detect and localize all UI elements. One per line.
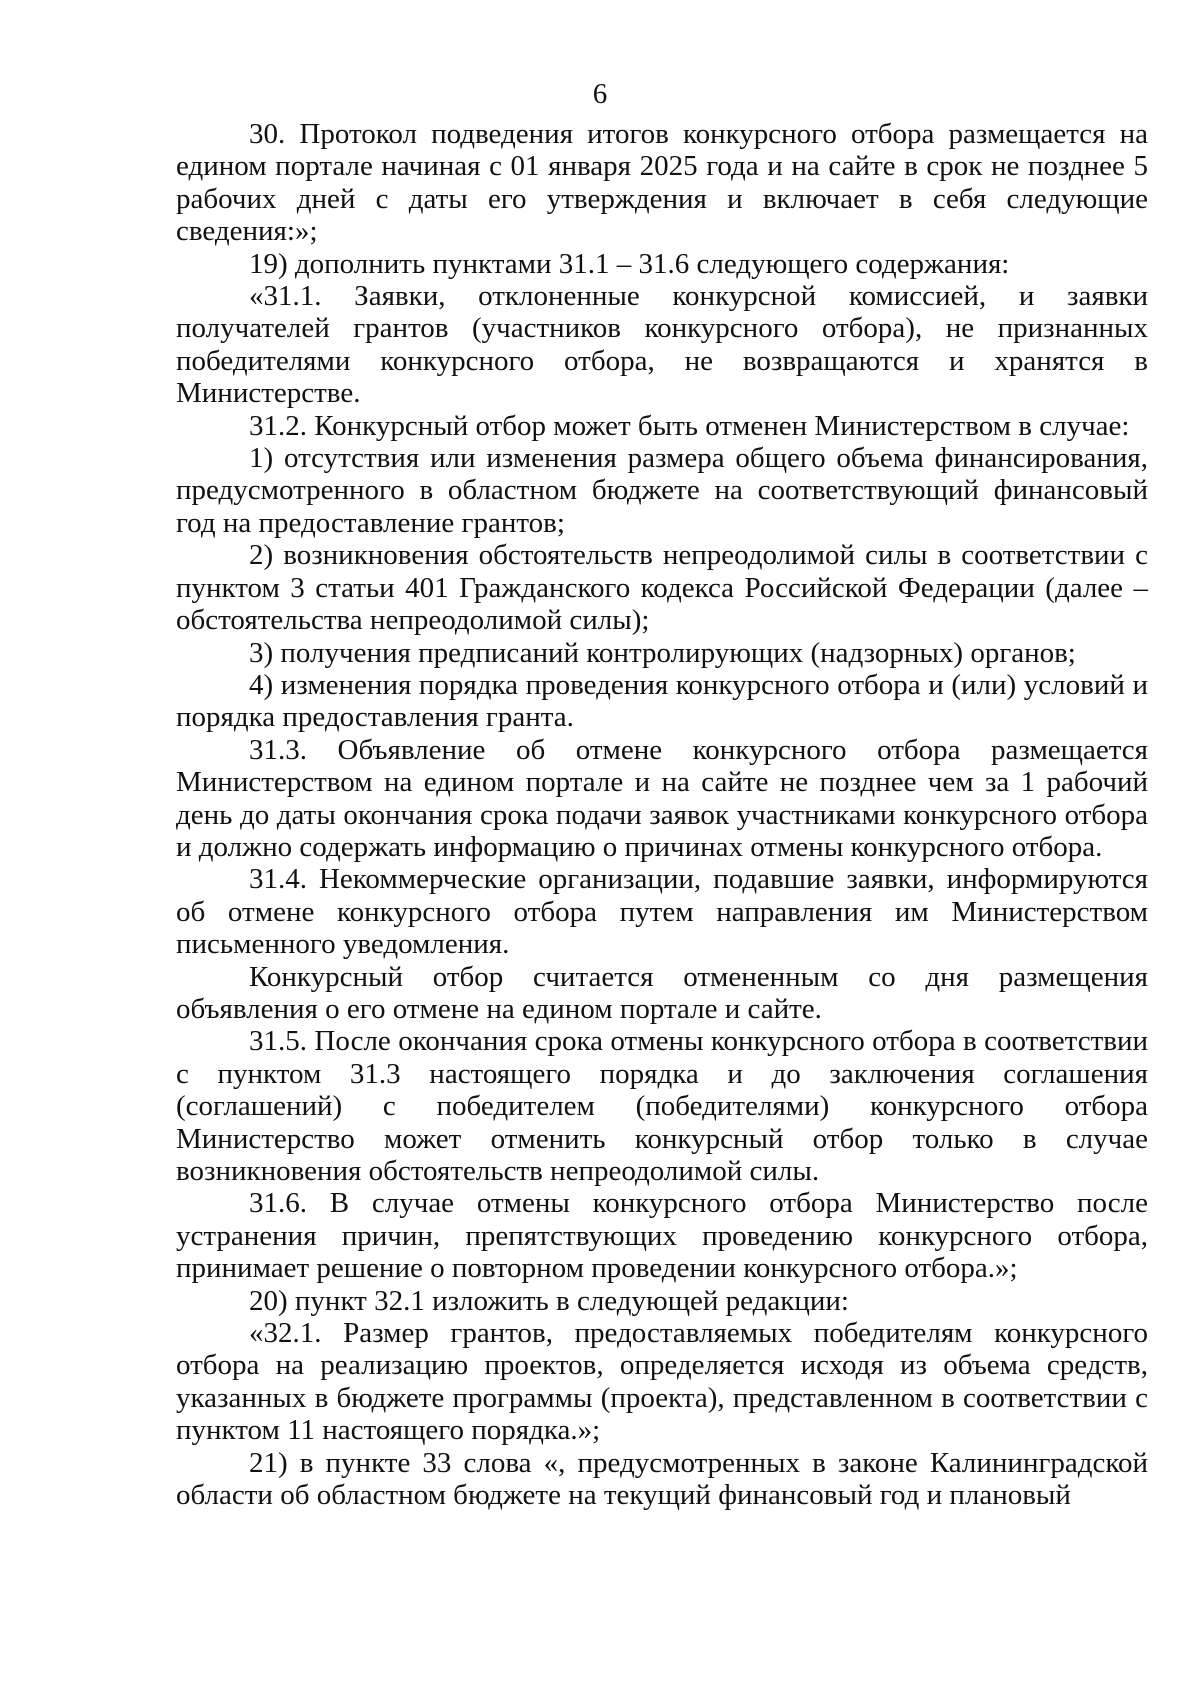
paragraph-31-1: «31.1. Заявки, отклоненные конкурсной комиссией, и заявки получателей грантов (участников конкурсного отбора), не признанных победителями конкурсного отбора, не возвращаются и хранятся в Министерстве.	[176, 280, 1148, 410]
list-item-3: 3) получения предписаний контролирующих (надзорных) органов;	[249, 636, 1076, 669]
document-body	[176, 118, 1148, 1511]
paragraph-31-4-cont: Конкурсный отбор считается отмененным со дня размещения объявления о его отмене на едином портале и сайте.	[176, 960, 1148, 1025]
list-item-4: 4) изменения порядка проведения конкурсного отбора и (или) условий и порядка предоставления гранта.	[176, 668, 1148, 734]
paragraph-30: 30. Протокол подведения итогов конкурсного отбора размещается на едином портале начиная с 01 января 2025 года и на сайте в срок не позднее 5 рабочих дней с даты его утверждения и включает в себя следующие сведения:»;	[176, 118, 1148, 248]
paragraph-amendment-19: 19) дополнить пунктами 31.1 – 31.6 следующего содержания:	[249, 247, 1010, 280]
paragraph-31-2: 31.2. Конкурсный отбор может быть отменен Министерством в случае:	[249, 409, 1130, 442]
page-number: 6	[592, 78, 608, 110]
paragraph-amendment-20: 20) пункт 32.1 изложить в следующей редакции:	[249, 1284, 849, 1317]
paragraph-amendment-21: 21) в пункте 33 слова «, предусмотренных в законе Калининградской области об областном бюджете на текущий финансовый год и плановый	[176, 1446, 1148, 1512]
paragraph-31-5: 31.5. После окончания срока отмены конкурсного отбора в соответствии с пунктом 31.3 настоящего порядка и до заключения соглашения (соглашений) с победителем (победителями) конкурсного отбора Министерство может отменить конкурсный отбор только в случае возникновения обстоятельств непреодолимой силы.	[176, 1025, 1148, 1187]
list-item-2: 2) возникновения обстоятельств непреодолимой силы в соответствии с пунктом 3 статьи 401 Гражданского кодекса Российской Федерации (далее – обстоятельства непреодолимой силы);	[176, 539, 1148, 637]
paragraph-31-4: 31.4. Некоммерческие организации, подавшие заявки, информируются об отмене конкурсного отбора путем направления им Министерством письменного уведомления.	[176, 863, 1148, 961]
paragraph-32-1: «32.1. Размер грантов, предоставляемых победителям конкурсного отбора на реализацию проектов, определяется исходя из объема средств, указанных в бюджете программы (проекта), представленном в соответствии с пунктом 11 настоящего порядка.»;	[176, 1317, 1148, 1447]
paragraph-31-3: 31.3. Объявление об отмене конкурсного отбора размещается Министерством на едином портале и на сайте не позднее чем за 1 рабочий день до даты окончания срока подачи заявок участниками конкурсного отбора и должно содержать информацию о причинах отмены конкурсного отбора.	[176, 733, 1148, 863]
paragraph-31-6: 31.6. В случае отмены конкурсного отбора Министерство после устранения причин, препятствующих проведению конкурсного отбора, принимает решение о повторном проведении конкурсного отбора.»;	[176, 1187, 1148, 1285]
list-item-1: 1) отсутствия или изменения размера общего объема финансирования, предусмотренного в областном бюджете на соответствующий финансовый год на предоставление грантов;	[176, 442, 1148, 539]
